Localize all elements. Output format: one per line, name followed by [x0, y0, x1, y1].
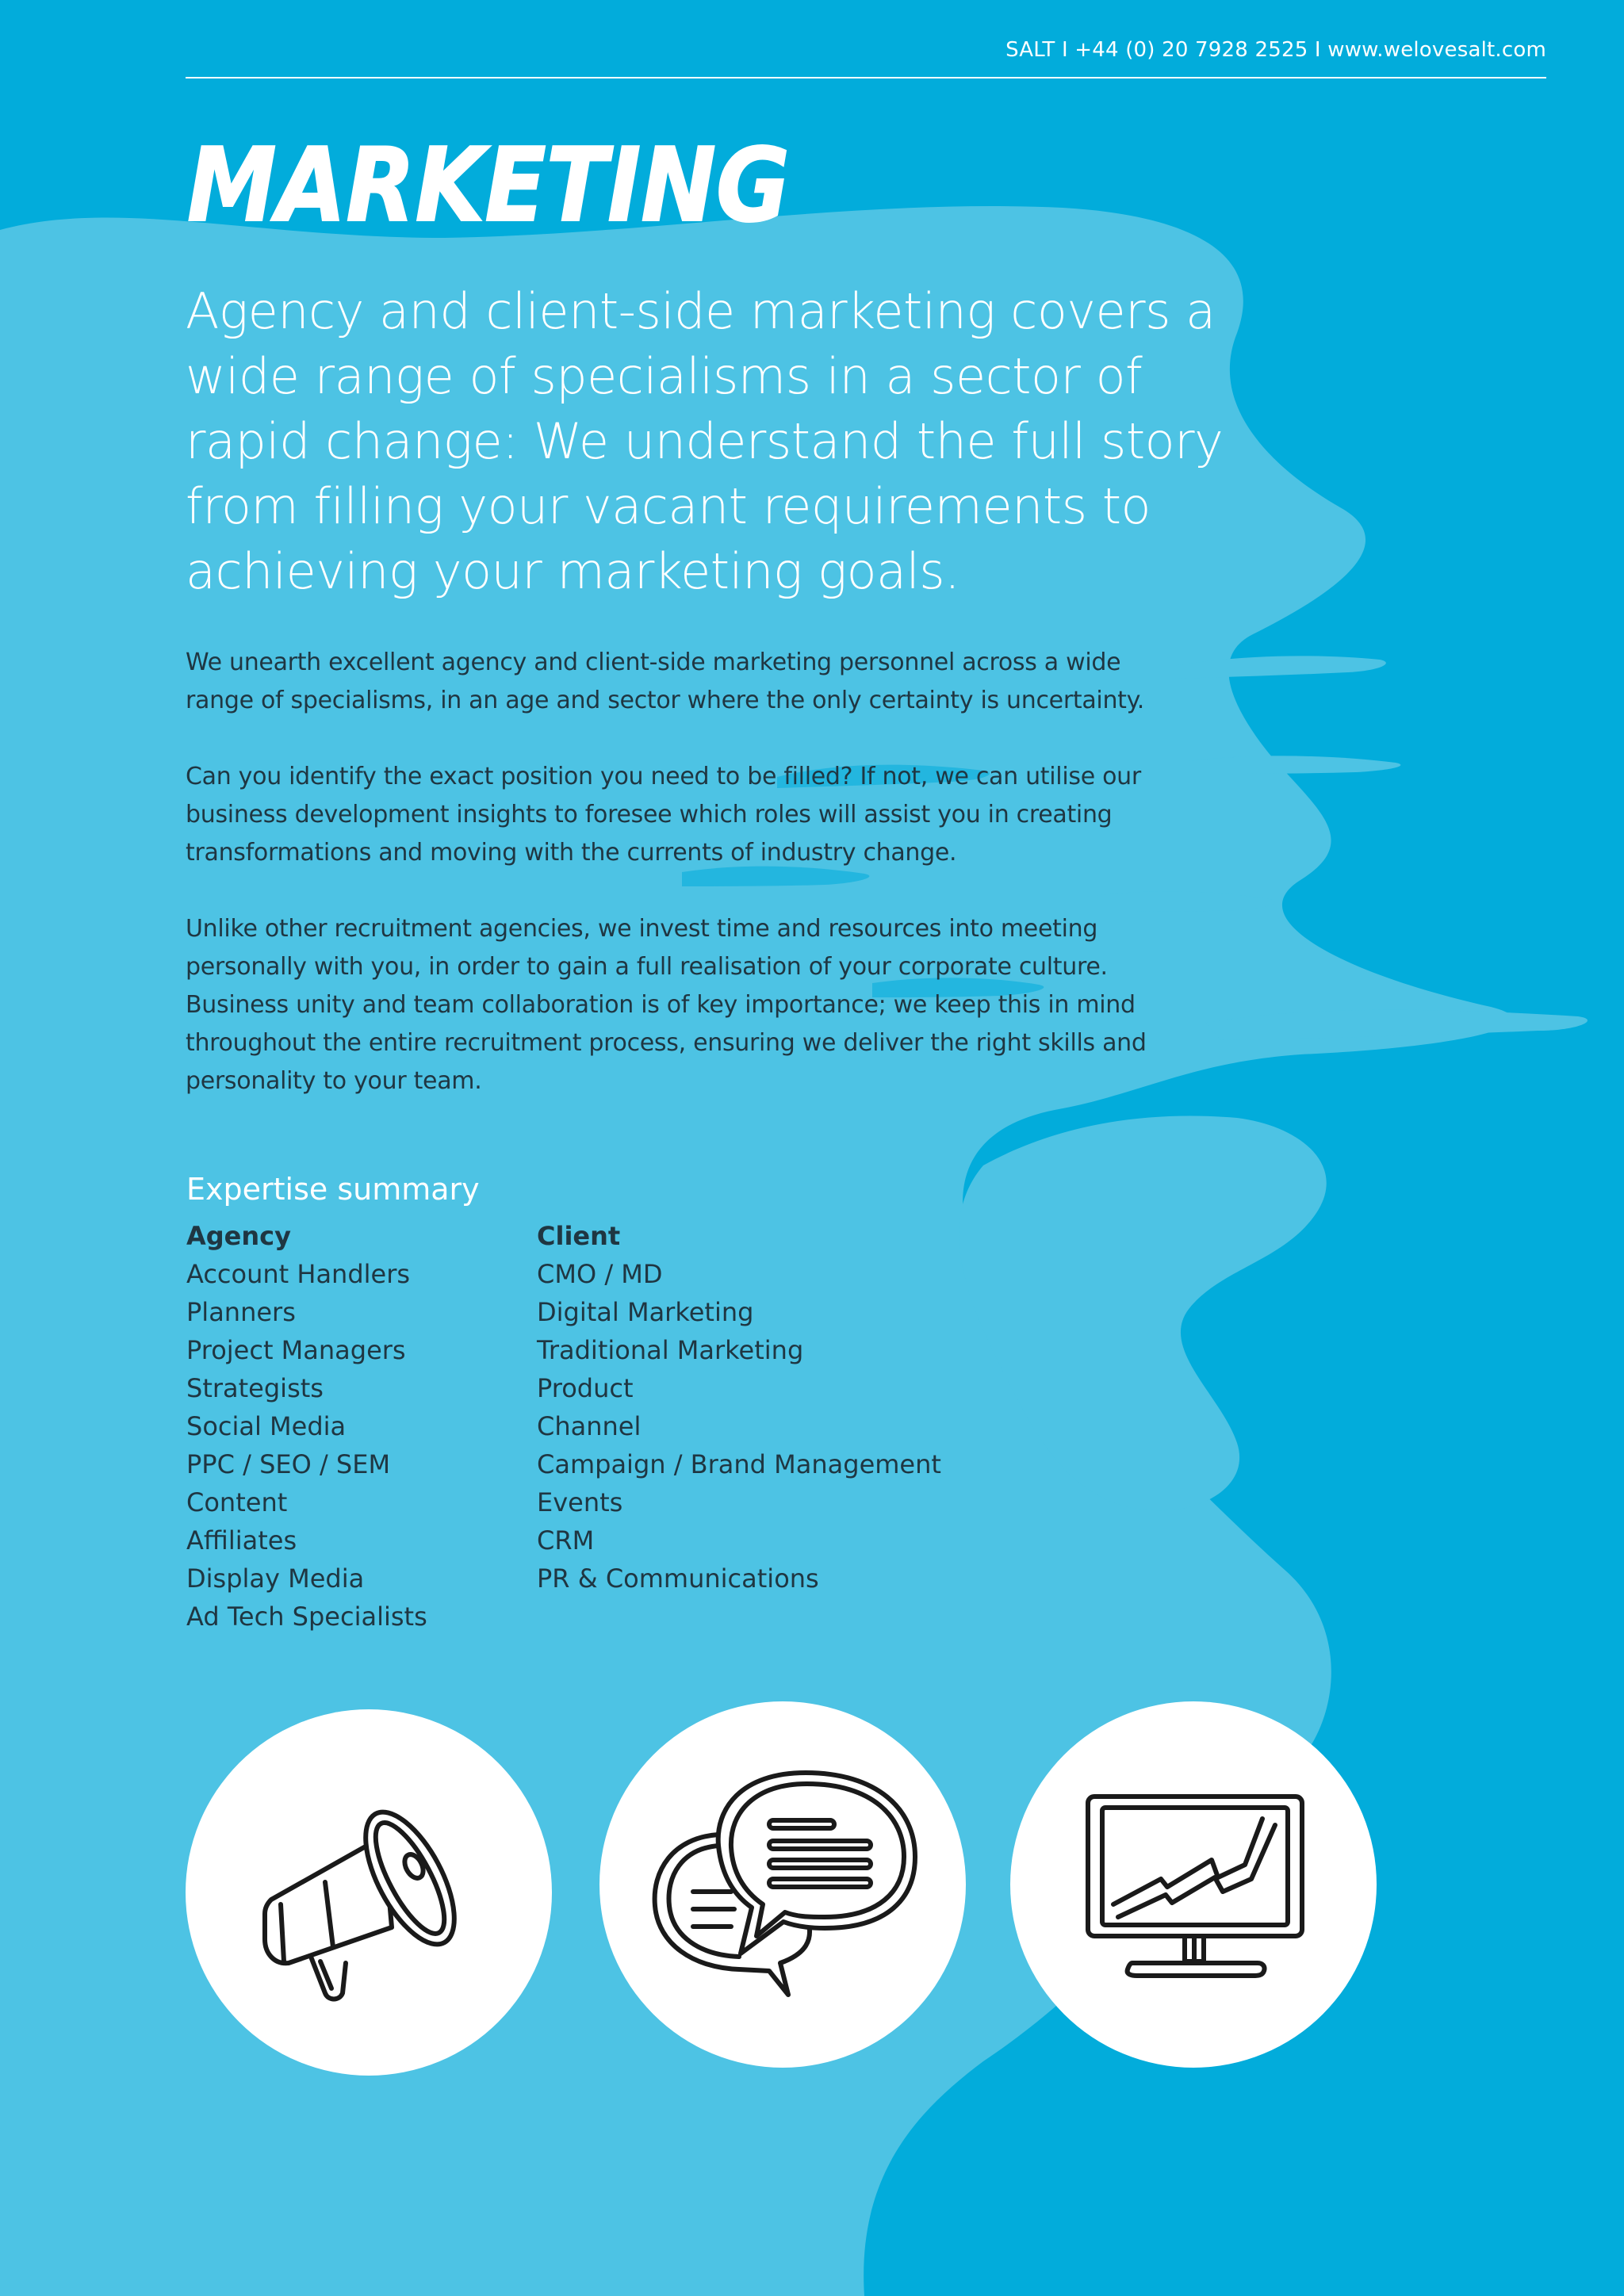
list-item: Content — [186, 1487, 288, 1517]
list-item: Social Media — [186, 1411, 347, 1441]
speech-bubbles-icon — [599, 1701, 966, 2068]
megaphone-icon — [186, 1709, 552, 2076]
list-item: CMO / MD — [537, 1259, 663, 1289]
body-paragraph-1: We unearth excellent agency and client-side marketing personnel across a wide range of specialisms, in an age and sector where the only certainty is uncertainty. — [186, 649, 1145, 714]
list-item: PPC / SEO / SEM — [186, 1449, 391, 1479]
megaphone-circle — [186, 1709, 552, 2076]
monitor-chart-icon — [1010, 1701, 1377, 2068]
client-heading: Client — [537, 1221, 621, 1251]
list-item: PR & Communications — [537, 1563, 819, 1594]
agency-heading: Agency — [186, 1221, 291, 1251]
list-item: Display Media — [186, 1563, 365, 1594]
contact-line: SALT I +44 (0) 20 7928 2525 I www.welovesalt.com — [1005, 38, 1546, 62]
list-item: Product — [537, 1373, 634, 1403]
page-title-text: MARKETING — [187, 127, 790, 238]
list-item: Project Managers — [186, 1335, 406, 1365]
expertise-summary-title: Expertise summary — [186, 1172, 480, 1207]
list-item: Affiliates — [186, 1525, 297, 1556]
header-divider — [186, 77, 1546, 78]
list-item: Traditional Marketing — [537, 1335, 804, 1365]
list-item: Events — [537, 1487, 623, 1517]
page-title — [184, 119, 802, 238]
intro-text: Agency and client-side marketing covers a wide range of specialisms in a sector of rapid change: We understand the full story from filling your vacant requirements to achieving your marketing goals. — [186, 282, 1224, 600]
body-paragraph-3: Unlike other recruitment agencies, we invest time and resources into meeting personally with you, in order to gain a full realisation of your corporate culture. Business unity and team collaboration is of key importance; we keep this in mind throughout the entire recruitment process, ensuring we deliver the right skills and personality to your team. — [186, 915, 1147, 1095]
list-item: Digital Marketing — [537, 1297, 754, 1327]
speech-bubbles-circle — [599, 1701, 966, 2068]
client-list — [537, 1217, 1044, 1598]
list-item: Campaign / Brand Management — [537, 1449, 941, 1479]
agency-list — [186, 1217, 519, 1636]
list-item: CRM — [537, 1525, 595, 1556]
list-item: Strategists — [186, 1373, 324, 1403]
list-item: Channel — [537, 1411, 642, 1441]
body-paragraph-2: Can you identify the exact position you need to be filled? If not, we can utilise our business development insights to foresee which roles will assist you in creating transformations and moving with the currents of industry change. — [186, 763, 1141, 867]
list-item: Ad Tech Specialists — [186, 1601, 427, 1632]
monitor-chart-circle — [1010, 1701, 1377, 2068]
list-item: Planners — [186, 1297, 296, 1327]
list-item: Account Handlers — [186, 1259, 411, 1289]
